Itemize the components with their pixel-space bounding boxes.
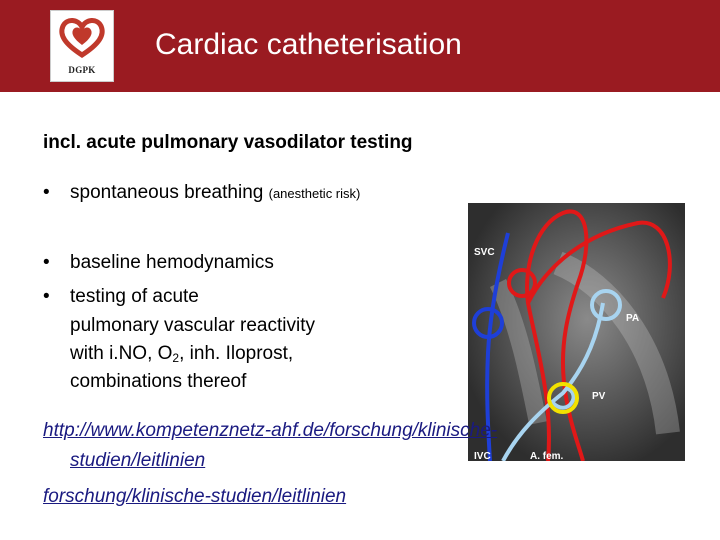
label-pv: PV <box>592 391 606 402</box>
bullet-symbol: • <box>43 182 50 203</box>
slide-header <box>0 0 720 92</box>
reference-link-continued[interactable]: studien/leitlinien <box>70 450 206 471</box>
label-ivc: IVC <box>474 451 491 461</box>
bullet-symbol: • <box>43 286 50 307</box>
bullet-item <box>43 286 199 308</box>
reference-link[interactable]: http://www.kompetenznetz-ahf.de/forschung/klinische- <box>43 420 498 441</box>
bullet-item <box>43 182 360 204</box>
bullet-text: testing of acute <box>70 286 199 307</box>
reference-link-alt[interactable]: forschung/klinische-studien/leitlinien <box>43 486 347 507</box>
bullet-continuation: combinations thereof <box>70 371 247 392</box>
xray-drawing <box>468 203 685 461</box>
bullet-continuation: with i.NO, $O_2$, inh. Iloprost, <box>70 343 294 365</box>
logo-text: DGPK <box>68 65 96 75</box>
bullet-symbol: • <box>43 252 50 273</box>
bullet-text: spontaneous breathing <box>70 182 264 203</box>
label-pa: PA <box>626 313 640 324</box>
angiography-image <box>468 203 685 461</box>
bullet-item <box>43 252 274 274</box>
slide-subtitle: incl. acute pulmonary vasodilator testing <box>43 132 413 153</box>
dgpk-logo <box>50 10 114 82</box>
bullet-note: (anesthetic risk) <box>268 186 361 201</box>
label-afem: A. fem. <box>530 451 564 461</box>
slide-title: Cardiac catheterisation <box>155 28 462 61</box>
label-svc: SVC <box>474 247 495 258</box>
heart-logo-icon <box>51 11 113 65</box>
bullet-text: baseline hemodynamics <box>70 252 274 273</box>
bullet-continuation: pulmonary vascular reactivity <box>70 315 315 336</box>
